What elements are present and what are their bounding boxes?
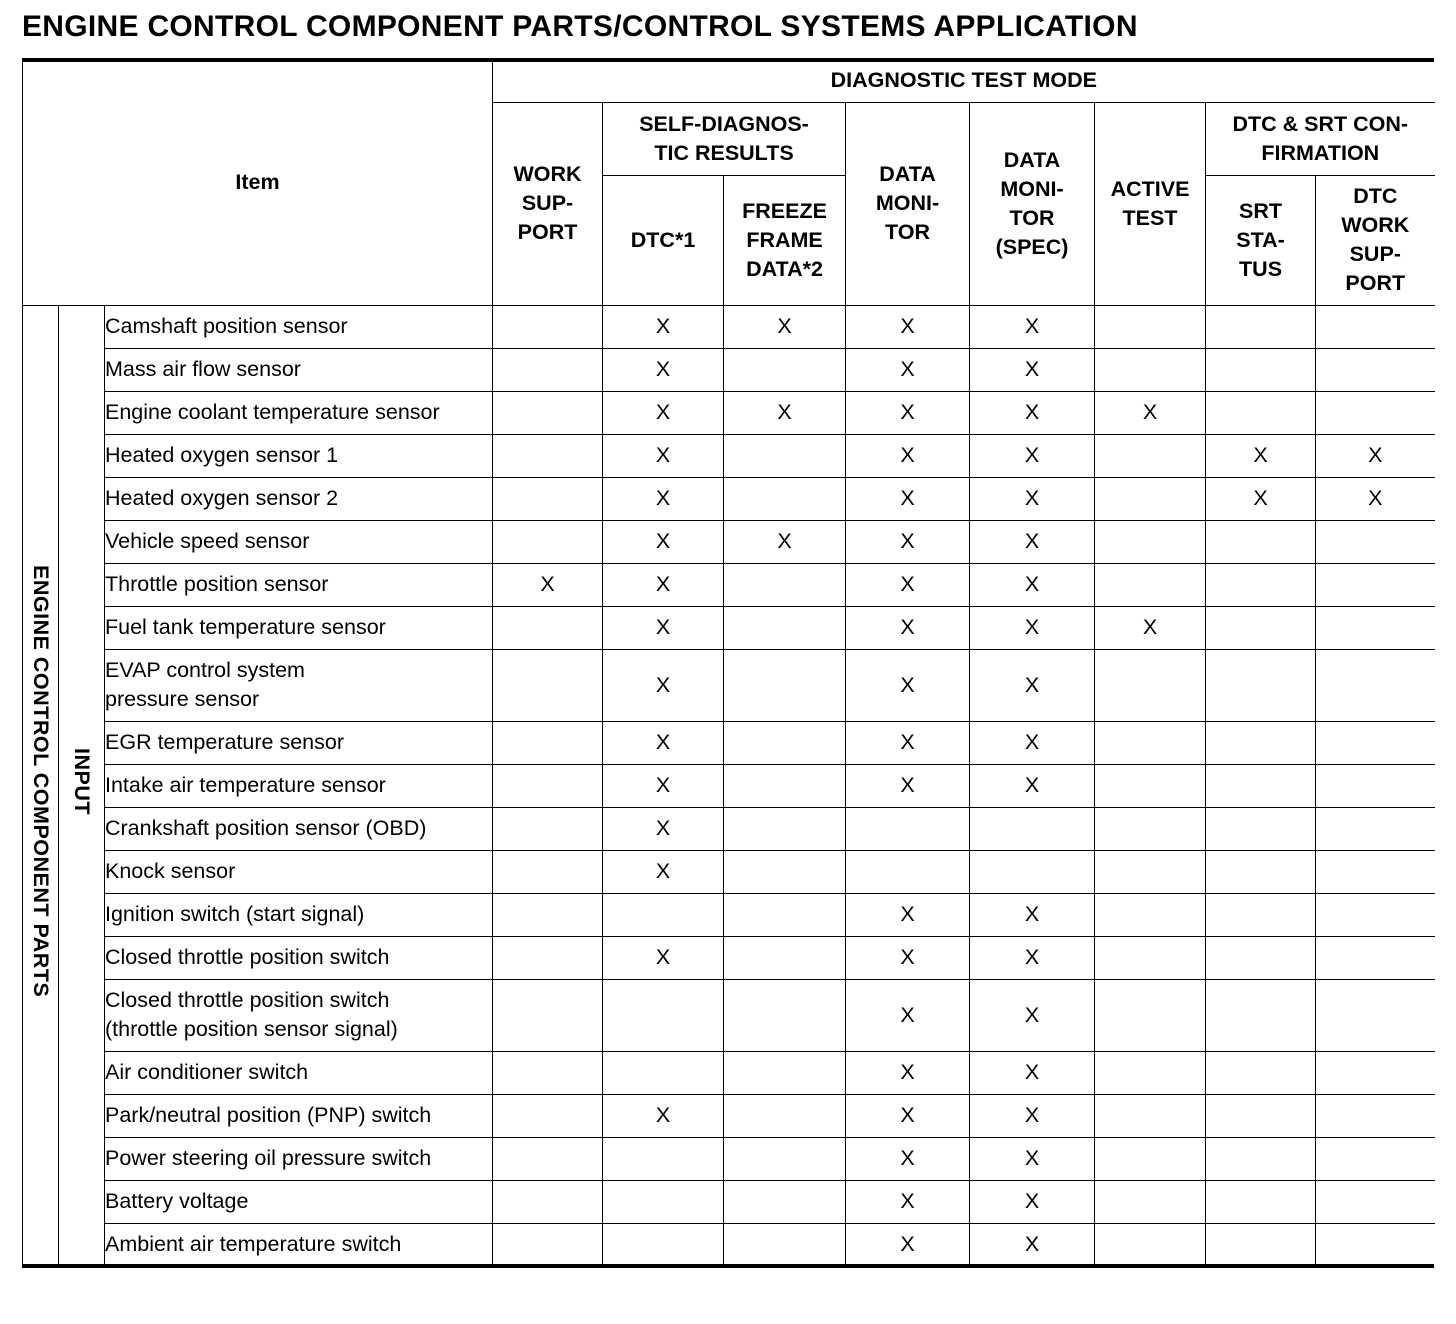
item-name: Park/neutral position (PNP) switch [105, 1094, 493, 1137]
mark-data-monitor-spec: X [970, 721, 1095, 764]
mark-data-monitor: X [846, 764, 970, 807]
mark-srt-status [1206, 807, 1316, 850]
mark-active-test [1095, 434, 1206, 477]
mark-data-monitor: X [846, 1051, 970, 1094]
mark-data-monitor: X [846, 1094, 970, 1137]
mark-data-monitor: X [846, 979, 970, 1051]
mark-work-support [493, 807, 603, 850]
diagnostic-test-mode-header: DIAGNOSTIC TEST MODE [493, 60, 1435, 102]
mark-srt-status [1206, 606, 1316, 649]
bottom-rule [22, 1264, 1434, 1268]
dtc-work-support-header: DTC WORK SUP- PORT [1316, 175, 1435, 305]
table-row [23, 936, 1435, 979]
item-header: Item [23, 60, 493, 305]
mark-dtc-work-support [1316, 1180, 1435, 1223]
mark-data-monitor-spec: X [970, 348, 1095, 391]
table-row [23, 391, 1435, 434]
mark-work-support [493, 348, 603, 391]
mark-srt-status [1206, 979, 1316, 1051]
item-name: Engine coolant temperature sensor [105, 391, 493, 434]
mark-dtc: X [603, 764, 724, 807]
mark-srt-status [1206, 563, 1316, 606]
mark-data-monitor-spec: X [970, 606, 1095, 649]
mark-active-test [1095, 1051, 1206, 1094]
mark-work-support [493, 1094, 603, 1137]
data-monitor-header: DATA MONI- TOR [846, 102, 970, 305]
mark-work-support [493, 893, 603, 936]
mark-dtc: X [603, 563, 724, 606]
item-name: Ambient air temperature switch [105, 1223, 493, 1266]
mark-srt-status [1206, 936, 1316, 979]
mark-work-support [493, 1180, 603, 1223]
mark-freeze-frame [724, 434, 846, 477]
mark-srt-status [1206, 1223, 1316, 1266]
table-row [23, 649, 1435, 721]
mark-work-support [493, 520, 603, 563]
mark-data-monitor-spec: X [970, 520, 1095, 563]
item-name: Mass air flow sensor [105, 348, 493, 391]
mark-dtc: X [603, 649, 724, 721]
mark-srt-status [1206, 1180, 1316, 1223]
mark-data-monitor-spec: X [970, 649, 1095, 721]
mark-data-monitor: X [846, 477, 970, 520]
mark-freeze-frame [724, 606, 846, 649]
mark-data-monitor: X [846, 1137, 970, 1180]
mark-freeze-frame [724, 1137, 846, 1180]
mark-active-test [1095, 764, 1206, 807]
mark-dtc-work-support [1316, 1223, 1435, 1266]
mark-data-monitor: X [846, 649, 970, 721]
item-name: Throttle position sensor [105, 563, 493, 606]
mark-srt-status [1206, 893, 1316, 936]
item-name: Vehicle speed sensor [105, 520, 493, 563]
category-label: ENGINE CONTROL COMPONENT PARTS [29, 565, 53, 998]
mark-data-monitor-spec [970, 807, 1095, 850]
item-name: Fuel tank temperature sensor [105, 606, 493, 649]
mark-work-support [493, 305, 603, 348]
mark-work-support [493, 649, 603, 721]
mark-active-test [1095, 520, 1206, 563]
mark-data-monitor: X [846, 391, 970, 434]
item-name: Heated oxygen sensor 1 [105, 434, 493, 477]
mark-dtc [603, 1051, 724, 1094]
table-row [23, 893, 1435, 936]
mark-data-monitor-spec: X [970, 764, 1095, 807]
mark-freeze-frame: X [724, 391, 846, 434]
mark-srt-status [1206, 649, 1316, 721]
mark-freeze-frame: X [724, 520, 846, 563]
dtc-header: DTC*1 [603, 175, 724, 305]
table-row [23, 305, 1435, 348]
mark-dtc-work-support [1316, 721, 1435, 764]
table-row [23, 477, 1435, 520]
mark-freeze-frame [724, 850, 846, 893]
mark-dtc: X [603, 520, 724, 563]
mark-freeze-frame [724, 1051, 846, 1094]
mark-data-monitor-spec: X [970, 936, 1095, 979]
mark-srt-status [1206, 1094, 1316, 1137]
mark-work-support [493, 721, 603, 764]
mark-dtc: X [603, 391, 724, 434]
page-title: ENGINE CONTROL COMPONENT PARTS/CONTROL SYSTEMS APPLICATION [22, 10, 1138, 43]
table-row [23, 606, 1435, 649]
item-name: Heated oxygen sensor 2 [105, 477, 493, 520]
table-row [23, 1223, 1435, 1266]
mark-dtc-work-support [1316, 391, 1435, 434]
mark-dtc-work-support: X [1316, 434, 1435, 477]
mark-srt-status [1206, 391, 1316, 434]
mark-data-monitor-spec: X [970, 305, 1095, 348]
table-row [23, 348, 1435, 391]
item-name: Camshaft position sensor [105, 305, 493, 348]
item-name: Knock sensor [105, 850, 493, 893]
item-name: Battery voltage [105, 1180, 493, 1223]
mark-data-monitor: X [846, 606, 970, 649]
mark-dtc: X [603, 477, 724, 520]
work-support-header: WORK SUP- PORT [493, 102, 603, 305]
table-row [23, 764, 1435, 807]
mark-work-support [493, 1223, 603, 1266]
mark-dtc-work-support [1316, 1051, 1435, 1094]
mark-dtc-work-support [1316, 936, 1435, 979]
srt-status-header: SRT STA- TUS [1206, 175, 1316, 305]
mark-work-support [493, 434, 603, 477]
mark-work-support: X [493, 563, 603, 606]
mark-dtc: X [603, 850, 724, 893]
table-row [23, 979, 1435, 1051]
item-name-text: EVAP control system pressure sensor [105, 658, 305, 711]
mark-active-test [1095, 348, 1206, 391]
mark-dtc-work-support [1316, 348, 1435, 391]
mark-data-monitor [846, 850, 970, 893]
mark-data-monitor-spec: X [970, 477, 1095, 520]
category-cell [23, 305, 59, 1266]
table-row [23, 434, 1435, 477]
item-name: Crankshaft position sensor (OBD) [105, 807, 493, 850]
mark-freeze-frame [724, 477, 846, 520]
mark-active-test [1095, 649, 1206, 721]
freeze-frame-header: FREEZE FRAME DATA*2 [724, 175, 846, 305]
mark-srt-status [1206, 721, 1316, 764]
table-row [23, 563, 1435, 606]
table-row [23, 807, 1435, 850]
mark-dtc [603, 893, 724, 936]
mark-dtc-work-support [1316, 305, 1435, 348]
mark-freeze-frame [724, 348, 846, 391]
mark-dtc: X [603, 936, 724, 979]
mark-freeze-frame [724, 893, 846, 936]
mark-dtc [603, 1180, 724, 1223]
mark-active-test [1095, 721, 1206, 764]
table-row [23, 1180, 1435, 1223]
mark-data-monitor-spec: X [970, 434, 1095, 477]
mark-freeze-frame: X [724, 305, 846, 348]
mark-dtc-work-support [1316, 807, 1435, 850]
mark-dtc-work-support [1316, 979, 1435, 1051]
mark-dtc: X [603, 305, 724, 348]
mark-data-monitor: X [846, 1223, 970, 1266]
mark-freeze-frame [724, 1094, 846, 1137]
mark-dtc: X [603, 434, 724, 477]
mark-dtc-work-support [1316, 1094, 1435, 1137]
self-diag-results-header: SELF-DIAGNOS- TIC RESULTS [603, 102, 846, 175]
application-table [22, 60, 1435, 1267]
mark-active-test [1095, 936, 1206, 979]
mark-active-test [1095, 807, 1206, 850]
mark-data-monitor-spec: X [970, 979, 1095, 1051]
mark-freeze-frame [724, 1223, 846, 1266]
item-name: Closed throttle position switch [105, 936, 493, 979]
item-name: Air conditioner switch [105, 1051, 493, 1094]
mark-data-monitor: X [846, 434, 970, 477]
mark-dtc-work-support [1316, 850, 1435, 893]
mark-dtc-work-support [1316, 606, 1435, 649]
mark-dtc: X [603, 807, 724, 850]
mark-data-monitor-spec: X [970, 1180, 1095, 1223]
mark-active-test [1095, 477, 1206, 520]
mark-freeze-frame [724, 721, 846, 764]
mark-data-monitor: X [846, 721, 970, 764]
mark-data-monitor-spec [970, 850, 1095, 893]
mark-data-monitor: X [846, 1180, 970, 1223]
item-name: Ignition switch (start signal) [105, 893, 493, 936]
mark-work-support [493, 850, 603, 893]
mark-dtc-work-support [1316, 893, 1435, 936]
item-name [105, 979, 493, 1051]
mark-dtc-work-support [1316, 563, 1435, 606]
mark-srt-status [1206, 520, 1316, 563]
mark-dtc [603, 1137, 724, 1180]
item-name: Power steering oil pressure switch [105, 1137, 493, 1180]
table-row [23, 1094, 1435, 1137]
mark-active-test [1095, 1094, 1206, 1137]
mark-work-support [493, 764, 603, 807]
mark-work-support [493, 979, 603, 1051]
mark-dtc: X [603, 1094, 724, 1137]
mark-data-monitor-spec: X [970, 1137, 1095, 1180]
mark-dtc [603, 979, 724, 1051]
mark-active-test [1095, 563, 1206, 606]
mark-freeze-frame [724, 764, 846, 807]
item-name: EGR temperature sensor [105, 721, 493, 764]
mark-dtc: X [603, 348, 724, 391]
mark-dtc-work-support [1316, 764, 1435, 807]
mark-active-test [1095, 893, 1206, 936]
mark-dtc: X [603, 606, 724, 649]
mark-data-monitor-spec: X [970, 893, 1095, 936]
mark-srt-status [1206, 764, 1316, 807]
mark-data-monitor: X [846, 305, 970, 348]
mark-work-support [493, 1051, 603, 1094]
mark-work-support [493, 606, 603, 649]
mark-srt-status [1206, 1051, 1316, 1094]
mark-active-test [1095, 305, 1206, 348]
table-body [23, 305, 1435, 1266]
mark-freeze-frame [724, 563, 846, 606]
mark-active-test [1095, 1137, 1206, 1180]
mark-srt-status [1206, 305, 1316, 348]
mark-work-support [493, 391, 603, 434]
mark-data-monitor-spec: X [970, 391, 1095, 434]
mark-dtc [603, 1223, 724, 1266]
mark-dtc: X [603, 721, 724, 764]
mark-data-monitor: X [846, 893, 970, 936]
mark-data-monitor: X [846, 348, 970, 391]
mark-data-monitor [846, 807, 970, 850]
table-row [23, 850, 1435, 893]
mark-srt-status [1206, 1137, 1316, 1180]
mark-data-monitor-spec: X [970, 1094, 1095, 1137]
table-row [23, 520, 1435, 563]
mark-freeze-frame [724, 807, 846, 850]
mark-freeze-frame [724, 979, 846, 1051]
mark-active-test: X [1095, 606, 1206, 649]
mark-srt-status: X [1206, 434, 1316, 477]
mark-data-monitor: X [846, 563, 970, 606]
table-row [23, 1137, 1435, 1180]
mark-data-monitor: X [846, 520, 970, 563]
mark-active-test [1095, 1223, 1206, 1266]
mark-active-test [1095, 979, 1206, 1051]
mark-freeze-frame [724, 649, 846, 721]
table-row [23, 721, 1435, 764]
item-name-text: Closed throttle position switch (throttle position sensor signal) [105, 988, 398, 1041]
item-name: Intake air temperature sensor [105, 764, 493, 807]
mark-data-monitor-spec: X [970, 1051, 1095, 1094]
mark-dtc-work-support [1316, 520, 1435, 563]
mark-data-monitor-spec: X [970, 563, 1095, 606]
subcategory-cell [59, 305, 105, 1266]
mark-active-test [1095, 850, 1206, 893]
mark-data-monitor: X [846, 936, 970, 979]
mark-active-test: X [1095, 391, 1206, 434]
mark-work-support [493, 936, 603, 979]
active-test-header: ACTIVE TEST [1095, 102, 1206, 305]
mark-freeze-frame [724, 1180, 846, 1223]
mark-dtc-work-support: X [1316, 477, 1435, 520]
mark-dtc-work-support [1316, 1137, 1435, 1180]
table-row [23, 1051, 1435, 1094]
subcategory-label: INPUT [70, 748, 94, 815]
mark-freeze-frame [724, 936, 846, 979]
mark-active-test [1095, 1180, 1206, 1223]
mark-srt-status [1206, 850, 1316, 893]
mark-work-support [493, 1137, 603, 1180]
data-monitor-spec-header: DATA MONI- TOR (SPEC) [970, 102, 1095, 305]
mark-data-monitor-spec: X [970, 1223, 1095, 1266]
mark-srt-status [1206, 348, 1316, 391]
dtc-srt-confirmation-header: DTC & SRT CON- FIRMATION [1206, 102, 1435, 175]
mark-work-support [493, 477, 603, 520]
mark-dtc-work-support [1316, 649, 1435, 721]
item-name [105, 649, 493, 721]
mark-srt-status: X [1206, 477, 1316, 520]
